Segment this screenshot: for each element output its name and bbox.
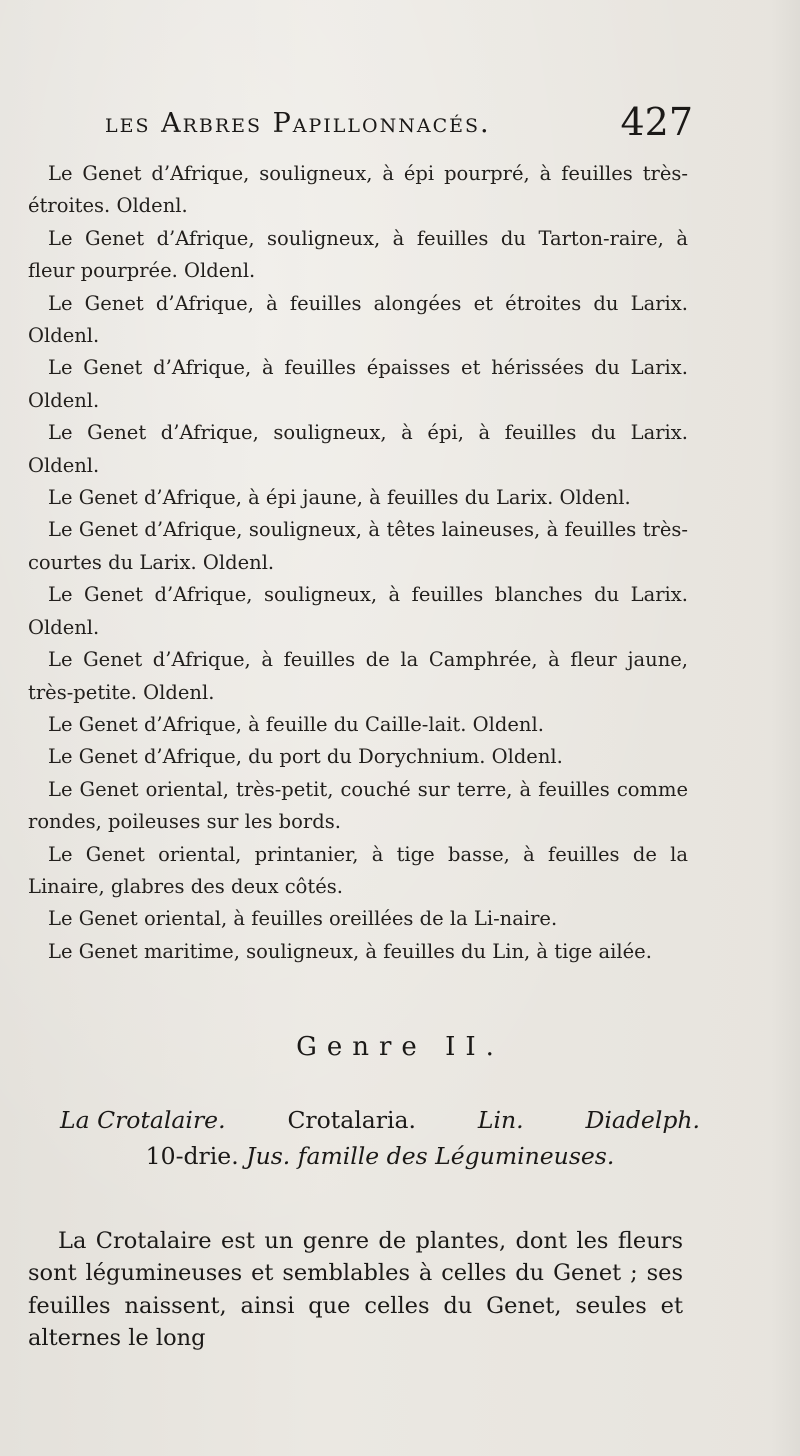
- species-entry: Le Genet d’Afrique, à épi jaune, à feuilles du Larix. Oldenl.: [48, 486, 631, 510]
- page-header: [105, 100, 693, 150]
- species-entry: Le Genet d’Afrique, souligneux, à épi pourpré, à feuilles très-étroites. Oldenl.: [28, 162, 688, 218]
- species-entry: Le Genet maritime, souligneux, à feuilles du Lin, à tige ailée.: [48, 939, 652, 963]
- genre-name-french: La Crotalaire.: [60, 1106, 226, 1134]
- species-entry: Le Genet oriental, printanier, à tige basse, à feuilles de la Linaire, glabres des deux côtés.: [28, 842, 688, 898]
- species-entry: Le Genet d’Afrique, à feuille du Caille-lait. Oldenl.: [48, 712, 544, 736]
- plant-family: famille des Légumineuses.: [297, 1142, 615, 1170]
- linnaean-order: 10-drie.: [145, 1142, 239, 1170]
- linnaeus-reference: Lin.: [477, 1106, 524, 1134]
- species-entry: Le Genet oriental, à feuilles oreillées de la Li-naire.: [48, 907, 558, 931]
- species-entry: Le Genet d’Afrique, à feuilles de la Camphrée, à fleur jaune, très-petite. Oldenl.: [28, 648, 688, 704]
- genre-description: [60, 1102, 700, 1174]
- linnaean-class: Diadelph.: [585, 1106, 700, 1134]
- page-edge-shadow: [770, 0, 800, 1456]
- genre-paragraph: La Crotalaire est un genre de plantes, dont les fleurs sont légumineuses et semblables à celles du Genet ; ses feuilles naissent, ainsi que celles du Genet, seules et alternes le long: [28, 1227, 683, 1351]
- species-entry: Le Genet oriental, très-petit, couché sur terre, à feuilles comme rondes, poileuses sur les bords.: [28, 777, 688, 834]
- species-entry: Le Genet d’Afrique, souligneux, à têtes laineuses, à feuilles très-courtes du Larix. Oldenl.: [28, 518, 688, 574]
- genre-name-latin: Crotalaria.: [287, 1106, 417, 1134]
- species-entry: Le Genet d’Afrique, souligneux, à feuilles du Tarton-raire, à fleur pourprée. Oldenl.: [28, 226, 688, 283]
- running-title: les Arbres Papillonnacés.: [105, 108, 491, 139]
- species-entry: Le Genet d’Afrique, du port du Dorychnium. Oldenl.: [48, 745, 563, 769]
- genre-description-line-2: [60, 1138, 700, 1174]
- species-entry: Le Genet d’Afrique, souligneux, à épi, à feuilles du Larix. Oldenl.: [28, 421, 688, 477]
- species-list: [28, 158, 688, 968]
- species-entry: Le Genet d’Afrique, à feuilles épaisses et hérissées du Larix. Oldenl.: [28, 356, 688, 412]
- genre-description-line-1: [60, 1102, 700, 1138]
- jussieu-reference: Jus.: [246, 1142, 291, 1170]
- genre-heading: Genre II.: [296, 1032, 504, 1062]
- species-entry: Le Genet d’Afrique, souligneux, à feuilles blanches du Larix. Oldenl.: [28, 583, 688, 639]
- page-number: 427: [620, 100, 693, 144]
- species-entry: Le Genet d’Afrique, à feuilles alongées et étroites du Larix. Oldenl.: [28, 291, 688, 348]
